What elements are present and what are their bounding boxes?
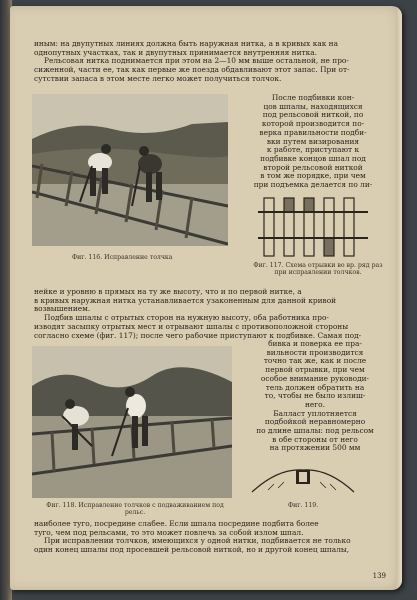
text-line: однопутных участках, так и двупутных принимается внутренняя нитка. (34, 48, 317, 57)
fig117-schematic (254, 194, 372, 260)
text-line: цов шпалы, находящихся (263, 102, 363, 111)
text-line: согласно схеме (фиг. 117); после чего рабочие приступают к подбивке. Самая под- (34, 331, 362, 340)
text-line: тель должен обратить на (265, 383, 365, 392)
text-line: возвышением. (34, 305, 91, 314)
text-line: в кривых наружная нитка устанавливается узаконенным для данной кривой (34, 296, 337, 305)
fig116-photo (32, 94, 228, 246)
right-column-paragraph-2 (242, 340, 388, 453)
text-line: под рельсовой ниткой, по (262, 111, 364, 120)
text-line: Балласт уплотняется (273, 409, 357, 418)
fig119-caption: Фиг. 119. (288, 502, 319, 509)
text-line: нейке и уровню в прямых на ту же высоту, что и по первой нитке, а (34, 288, 302, 296)
text-line: вки путем визирования (266, 137, 360, 146)
text-line: особое внимание руководи- (260, 374, 370, 383)
top-paragraph (34, 40, 389, 84)
text-line: при подъемка делается по ли- (253, 181, 373, 190)
fig116-illustration (32, 94, 228, 246)
text-line: которой производится по- (261, 120, 365, 129)
fig118-illustration (32, 346, 232, 498)
fig119-diagram (248, 464, 358, 500)
text-line: на протяжении 500 мм (269, 444, 361, 453)
text-line: подбивке концов шпал под (260, 154, 366, 163)
text-line: сиженной, части ее, так как первые же поезда обдавливают этот запас. При от- (34, 66, 350, 75)
text-line: сутствии запаса в этом месте легко может получиться толчок. (34, 74, 282, 83)
book-page (10, 6, 402, 590)
page-number: 139 (372, 572, 386, 580)
middle-paragraph (34, 288, 389, 340)
fig116-caption: Фиг. 116. Исправление толчка (72, 254, 173, 261)
page-edge (396, 6, 402, 590)
fig118-photo (32, 346, 232, 498)
fig117-caption: Фиг. 117. Схема отрывки во вр. ряд раз при исправлении толчков. (253, 262, 383, 277)
text-line: в обе стороны от него (272, 435, 358, 444)
text-line: После подбивки кон- (271, 94, 355, 102)
text-line: Подбив шпалы с отрытых сторон на нужную высоту, оба работника про- (44, 314, 329, 323)
text-line: него. (305, 400, 325, 409)
text-line: то, чтобы не было излиш- (264, 392, 366, 401)
fig118-caption: Фиг. 118. Исправление толчков с подваживанием под рельс. (46, 502, 224, 517)
text-line: второй рельсовой ниткой (263, 163, 363, 172)
text-line: При исправлении толчков, имеющихся у одной нитки, подбивается не только (44, 537, 351, 546)
text-line: точно так же, как и после (263, 357, 367, 366)
text-line: в том же порядке, при чем (260, 172, 366, 181)
text-line: наиболее туго, посредине слабее. Если шпала посредине подбита более (34, 520, 319, 528)
text-line: первой отрывки, при чем (265, 366, 365, 375)
text-line: по длине шпалы: под рельсом (256, 427, 374, 436)
text-line: бивка и поверка ее пра- (268, 340, 362, 348)
bottom-paragraph (34, 520, 389, 555)
text-line: туго, чем под рельсами, то это может повлечь за собой излом шпал. (34, 528, 304, 537)
text-line: к работе, приступают к (266, 146, 360, 155)
text-line: Рельсовая нитка поднимается при этом на 2—10 мм выше остальной, не про- (44, 57, 349, 66)
text-line: один конец шпалы под просевшей рельсовой ниткой, но и другой конец шпалы, (34, 546, 350, 555)
text-line: подбойкой неравномерно (264, 418, 366, 427)
text-line: вильности производится (266, 348, 364, 357)
right-column-paragraph (238, 94, 388, 190)
text-line: иным: на двупутных линиях должна быть наружная нитка, а в кривых как на (34, 40, 339, 48)
text-line: изводят засыпку отрытых мест и отрывают шпалы с противоположной стороны (34, 322, 349, 331)
text-line: верка правильности подби- (259, 128, 367, 137)
